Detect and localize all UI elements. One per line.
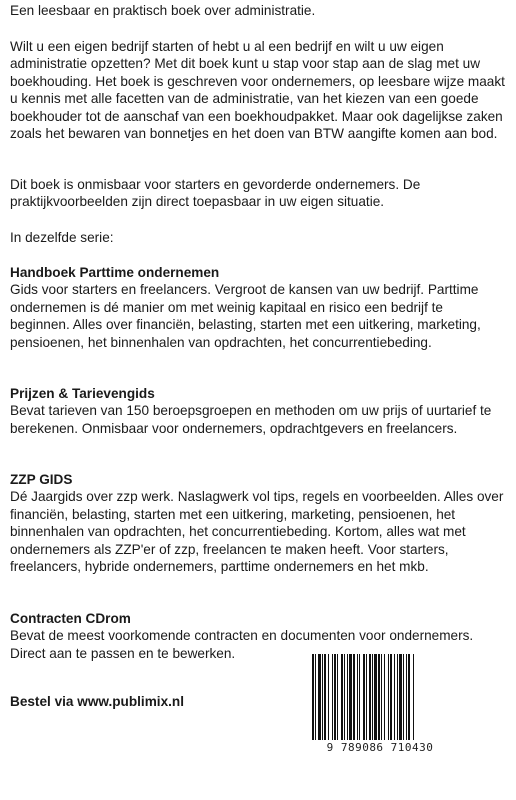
book-title: Handboek Parttime ondernemen <box>10 265 220 280</box>
barcode-icon <box>310 654 450 740</box>
book-title: Prijzen & Tarievengids <box>10 386 155 401</box>
barcode-bar <box>347 654 348 740</box>
barcode-bar <box>381 654 382 740</box>
book-description: Dé Jaargids over zzp werk. Naslagwerk vol tips, regels en voorbeelden. Alles over financiën, belasting, starten met een uitkering, marketing, pensioenen, het binnenhalen van opdrachten, het concurrentiebeding. Kortom, alles wat met ondernemers als ZZP'er of zzp, freelancen te maken heeft. Voor starters, freelancers, hybride ondernemers, parttime ondernemers en het mkb. <box>10 489 504 575</box>
book-title: ZZP GIDS <box>10 472 73 487</box>
barcode-bar <box>312 654 314 740</box>
barcode-bar <box>388 654 389 740</box>
barcode-bar <box>369 654 371 740</box>
book-title: Contracten CDrom <box>10 611 131 626</box>
barcode-bar <box>324 654 326 740</box>
barcode-bar <box>394 654 395 740</box>
barcode-number: 9 789086 710430 <box>326 741 434 754</box>
barcode-bar <box>413 654 414 740</box>
barcode-bar <box>334 654 336 740</box>
barcode-bar <box>315 654 316 740</box>
barcode-bar <box>399 654 402 740</box>
book-parttime-ondernemen <box>10 264 506 351</box>
barcode-bar <box>366 654 367 740</box>
book-zzp-gids <box>10 471 506 575</box>
barcode-bar <box>397 654 398 740</box>
barcode-bar <box>357 654 358 740</box>
barcode-bar <box>353 654 355 740</box>
barcode-bar <box>390 654 392 740</box>
barcode-bar <box>332 654 333 740</box>
barcode-bar <box>403 654 404 740</box>
series-heading: In dezelfde serie: <box>10 230 114 245</box>
barcode-bar <box>363 654 365 740</box>
barcode-bar <box>349 654 352 740</box>
barcode-bar <box>372 654 373 740</box>
book-description: Bevat tarieven van 150 beroepsgroepen en methoden om uw prijs of uurtarief te berekenen. Onmisbaar voor ondernemers, opdrachtgevers en freelancers. <box>10 403 492 436</box>
barcode-bar <box>337 654 338 740</box>
isbn-barcode <box>310 654 450 758</box>
barcode-bar <box>328 654 329 740</box>
audience-paragraph: Dit boek is onmisbaar voor starters en gevorderde ondernemers. De praktijkvoorbeelden zijn direct toepasbaar in uw eigen situatie. <box>10 177 421 210</box>
intro-line: Een leesbaar en praktisch boek over administratie. <box>10 3 316 18</box>
barcode-bar <box>406 654 407 740</box>
barcode-bar <box>341 654 343 740</box>
book-description: Gids voor starters en freelancers. Vergroot de kansen van uw bedrijf. Parttime ondernemen is dé manier om met weinig kapitaal en risico een bedrijf te beginnen. Alles over financiën, belasting, starten met een uitkering, marketing, pensioenen, het binnenhalen van opdrachten, het concurrentiebeding. <box>10 282 481 350</box>
barcode-bar <box>344 654 345 740</box>
barcode-bar <box>359 654 360 740</box>
barcode-bar <box>374 654 377 740</box>
barcode-bar <box>322 654 323 740</box>
order-link-text: Bestel via www.publimix.nl <box>10 693 184 709</box>
barcode-bar <box>384 654 385 740</box>
barcode-bar <box>408 654 410 740</box>
description-paragraph: Wilt u een eigen bedrijf starten of hebt u al een bedrijf en wilt u uw eigen administratie opzetten? Met dit boek kunt u stap voor stap aan de slag met uw boekhouding. Het boek is geschreven voor ondernemers, op leesbare wijze maakt u kennis met alle facetten van de administratie, van het kiezen van een goede boekhouder tot de aanschaf van een boekhoudpakket. Maar ook dagelijkse zaken zoals het bewaren van bonnetjes en het doen van BTW aangifte komen aan bod. <box>10 39 505 142</box>
book-prijzen-tarievengids <box>10 385 506 437</box>
barcode-bar <box>378 654 380 740</box>
barcode-bar <box>318 654 321 740</box>
book-description: Bevat de meest voorkomende contracten en documenten voor ondernemers. Direct aan te passen en te bewerken. <box>10 628 474 661</box>
